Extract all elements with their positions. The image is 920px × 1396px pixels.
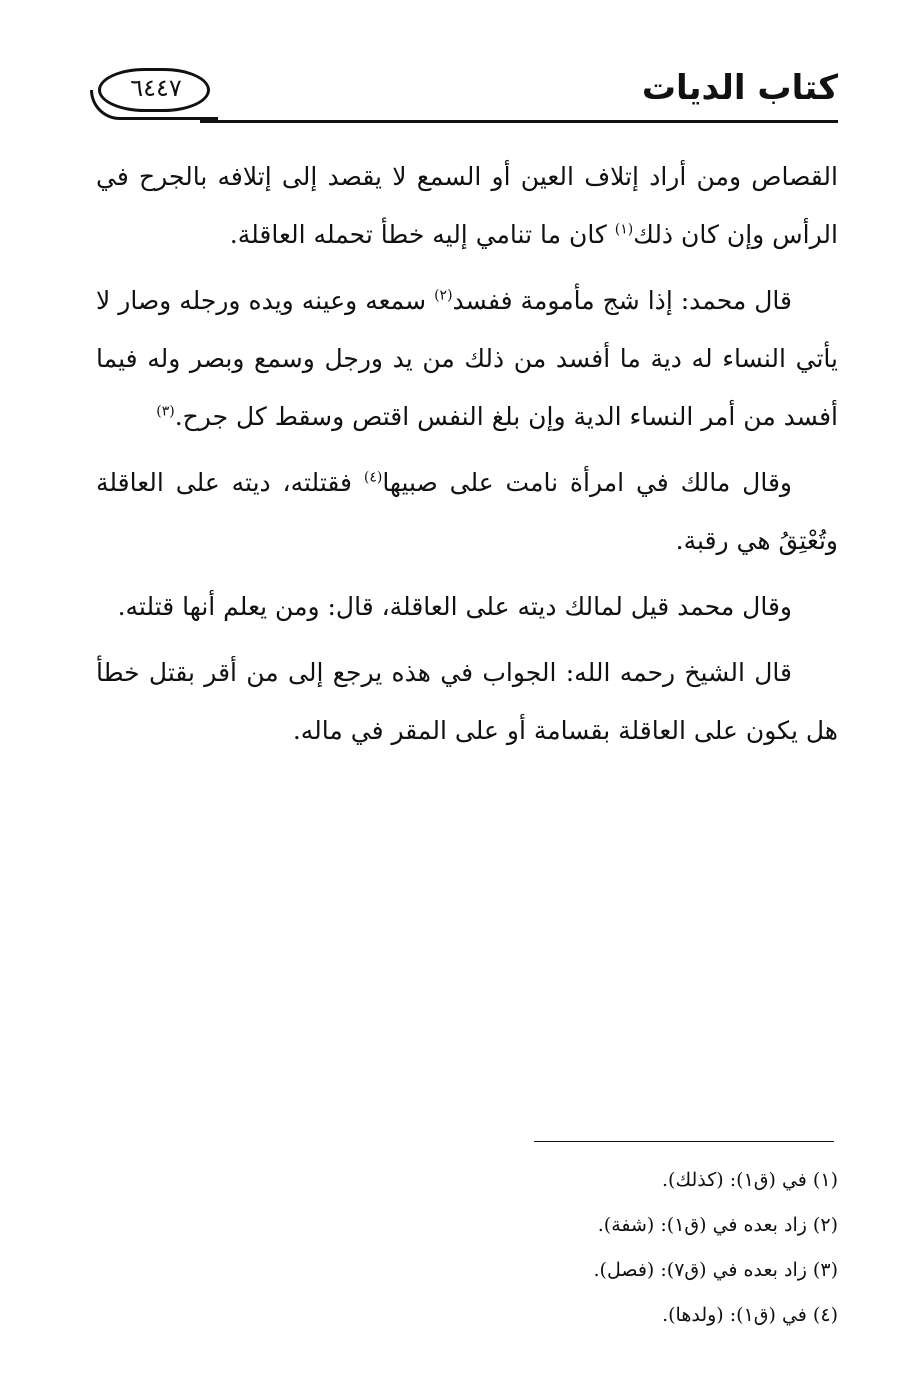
header-rule <box>200 120 838 123</box>
paragraph <box>96 272 838 446</box>
paragraph-text: قال الشيخ رحمه الله: الجواب في هذه يرجع إلى من أقر بقتل خطأ هل يكون على العاقلة بقسامة أو على المقر في ماله. <box>96 658 838 745</box>
page-number: ٦٤٤٧ <box>130 74 182 102</box>
page-header <box>90 60 838 130</box>
paragraph-text: كان ما تنامي إليه خطأ تحمله العاقلة. <box>229 220 615 249</box>
paragraph <box>96 644 838 760</box>
paragraph <box>96 148 838 264</box>
paragraph-text: سمعه وعينه ويده ورجله وصار لا يأتي النساء له دية ما أفسد من ذلك من يد ورجل وسمع وبصر وله فيما أفسد من أمر النساء الدية وإن بلغ النفس اقتص وسقط كل جرح. <box>96 286 838 431</box>
footnote-ref: (١) <box>614 221 634 238</box>
footnote-ref: (٢) <box>434 287 453 304</box>
paragraph <box>96 578 838 636</box>
chapter-title: كتاب الديات <box>641 68 838 108</box>
footnote-ref: (٣) <box>156 403 175 420</box>
footnote-3: (٣) زاد بعده في (ق٧): (فصل). <box>593 1259 838 1281</box>
footnote-4: (٤) في (ق١): (ولدها). <box>662 1304 838 1326</box>
footnotes <box>300 1158 838 1338</box>
paragraph-text: القصاص ومن أراد إتلاف العين أو السمع لا يقصد إلى إتلافه بالجرح في الرأس وإن كان ذلك <box>96 162 838 249</box>
footnote-ref: (٤) <box>363 469 383 486</box>
paragraph-text: وقال محمد قيل لمالك ديته على العاقلة، قال: ومن يعلم أنها قتلته. <box>117 592 792 621</box>
paragraph <box>96 454 838 570</box>
paragraph-text: قال محمد: إذا شج مأمومة ففسد <box>452 286 793 315</box>
main-text <box>96 148 838 768</box>
paragraph-text: فقتلته، ديته على العاقلة وتُعْتِقُ هي رقبة. <box>96 468 838 555</box>
paragraph-text: وقال مالك في امرأة نامت على صبيها <box>382 468 792 497</box>
footnote-separator <box>534 1141 834 1142</box>
footnote-2: (٢) زاد بعده في (ق١): (شفة). <box>597 1214 838 1236</box>
footnote-1: (١) في (ق١): (كذلك). <box>662 1169 838 1191</box>
